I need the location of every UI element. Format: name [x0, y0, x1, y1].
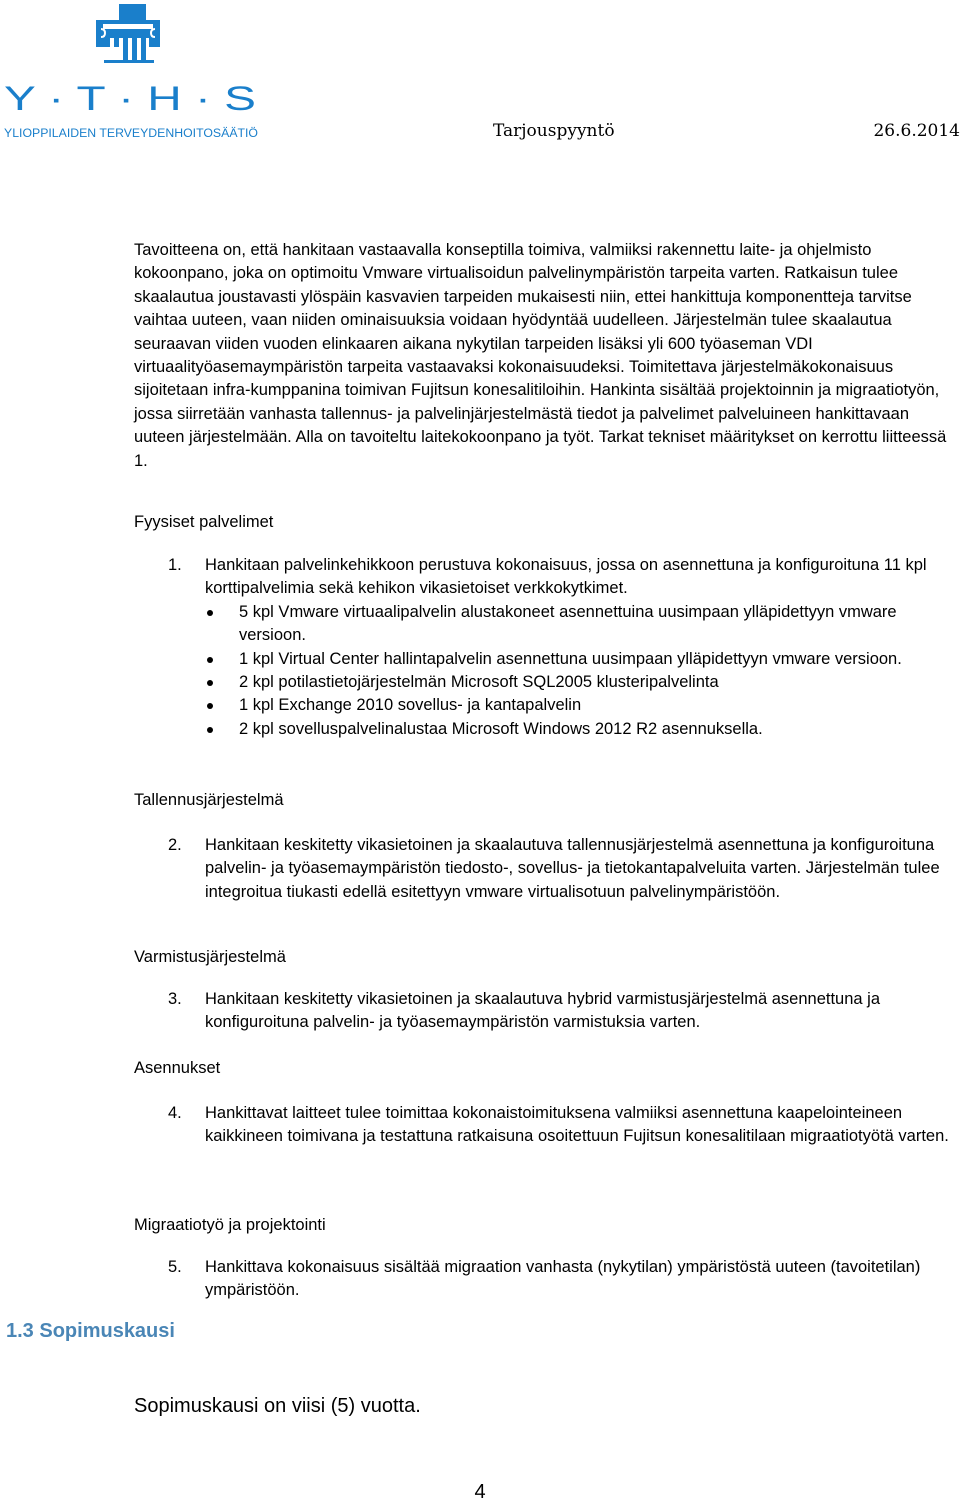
bullet-item: 5 kpl Vmware virtuaalipalvelin alustakoneet asennettuina uusimpaan ylläpidettyyn vmware versioon.: [168, 601, 958, 648]
heading-asennukset: Asennukset: [134, 1059, 221, 1077]
item-text: Hankittavat laitteet tulee toimittaa kokonaistoimituksena valmiiksi asennettuna kaapelointeineen kaikkineen toimivana ja testattuna ratkaisuna osoitettuun Fujitsun konesalitilaan migraatiotyötä varten.: [205, 1104, 949, 1146]
server-bullet-list: [168, 601, 958, 741]
list-item-2: [168, 834, 958, 904]
item-number: 2.: [168, 836, 182, 854]
bullet-icon: [207, 657, 213, 663]
document-title: Tarjouspyyntö: [493, 121, 615, 141]
heading-varmistusjarjestelma: Varmistusjärjestelmä: [134, 948, 286, 966]
sopimuskausi-text: Sopimuskausi on viisi (5) vuotta.: [134, 1395, 421, 1417]
bullet-item: 1 kpl Virtual Center hallintapalvelin asennettuna uusimpaan ylläpidettyyn vmware versioon.: [168, 648, 958, 671]
item-number: 1.: [168, 556, 182, 574]
intro-paragraph: Tavoitteena on, että hankitaan vastaavalla konseptilla toimiva, valmiiksi rakennettu laite- ja ohjelmisto kokoonpano, joka on optimoitu Vmware virtualisoidun palvelinympäristön tarpeita varten. Ratkaisun tulee skaalautua joustavasti ylöspäin kasvavien tarpeiden mukaisesti niin, ettei hankittuja komponentteja tarvitse vaihtaa uuteen, vaan niiden ominaisuuksia voidaan hyödyntää uudelleen. Järjestelmän tulee skaalautua seuraavan viiden vuoden elinkaaren aikana nykytilan tarpeiden lisäksi yli 600 työaseman VDI virtuaalityöasemaympäristön tarpeita vastaavaksi kokonaisuudeksi. Toimitettava järjestelmäkokonaisuus sijoitetaan infra-kumppanina toimivan Fujitsun konesalitiloihin. Hankinta sisältää projektoinnin ja migraatiotyön, jossa siirretään vanhasta tallennus- ja palvelinjärjestelmästä tiedot ja palvelimet palveluineen hankittavaan uuteen järjestelmään. Alla on tavoiteltu laitekokoonpano ja työt. Tarkat tekniset määritykset on kerrottu liitteessä 1.: [134, 241, 947, 470]
list-item-4: [168, 1102, 958, 1149]
list-item-3: [168, 988, 958, 1035]
item-number: 5.: [168, 1258, 182, 1276]
bullet-item: 1 kpl Exchange 2010 sovellus- ja kantapalvelin: [168, 694, 958, 717]
item-text: Hankittava kokonaisuus sisältää migraation vanhasta (nykytilan) ympäristöstä uuteen (tavoitetilan) ympäristöön.: [205, 1258, 921, 1300]
list-item-1: [168, 554, 958, 741]
section-heading-sopimuskausi: 1.3 Sopimuskausi: [6, 1320, 175, 1342]
yths-logo: [0, 0, 270, 145]
item-text: Hankitaan palvelinkehikkoon perustuva kokonaisuus, jossa on asennettuna ja konfiguroituna 11 kpl korttipalvelimia sekä kehikon vikasietoiset verkkokytkimet.: [205, 556, 927, 598]
item-number: 4.: [168, 1104, 182, 1122]
bullet-item: 2 kpl potilastietojärjestelmän Microsoft SQL2005 klusteripalvelinta: [168, 671, 958, 694]
document-date: 26.6.2014: [873, 121, 960, 141]
item-text: Hankitaan keskitetty vikasietoinen ja skaalautuva tallennusjärjestelmä asennettuna ja konfiguroituna palvelin- ja työasemaympäristön tiedosto-, sovellus- ja tietokantapalveluita varten. Järjestelmän tulee integroitua tiukasti edellä esitettyyn vmware virtualisotuun palvelinympäristöön.: [205, 836, 940, 901]
page-number: 4: [474, 1481, 486, 1503]
logo-letters: Y · T · H · S: [4, 80, 256, 118]
yths-logo-mark: [0, 0, 270, 145]
logo-subtitle: YLIOPPILAIDEN TERVEYDENHOITOSÄÄTIÖ: [4, 128, 259, 140]
heading-fyysiset-palvelimet: Fyysiset palvelimet: [134, 513, 274, 531]
bullet-item: 2 kpl sovelluspalvelinalustaa Microsoft Windows 2012 R2 asennuksella.: [168, 718, 958, 741]
item-number: 3.: [168, 990, 182, 1008]
list-item-5: [168, 1256, 958, 1303]
item-text: Hankitaan keskitetty vikasietoinen ja skaalautuva hybrid varmistusjärjestelmä asennettuna ja konfiguroituna palvelin- ja työasemaympäristön varmistuksia varten.: [205, 990, 881, 1032]
heading-tallennusjarjestelma: Tallennusjärjestelmä: [134, 791, 284, 809]
bullet-icon: [207, 680, 213, 686]
bullet-icon: [207, 610, 213, 616]
bullet-icon: [207, 703, 213, 709]
bullet-icon: [207, 727, 213, 733]
heading-migraatiotyo: Migraatiotyö ja projektointi: [134, 1216, 326, 1234]
